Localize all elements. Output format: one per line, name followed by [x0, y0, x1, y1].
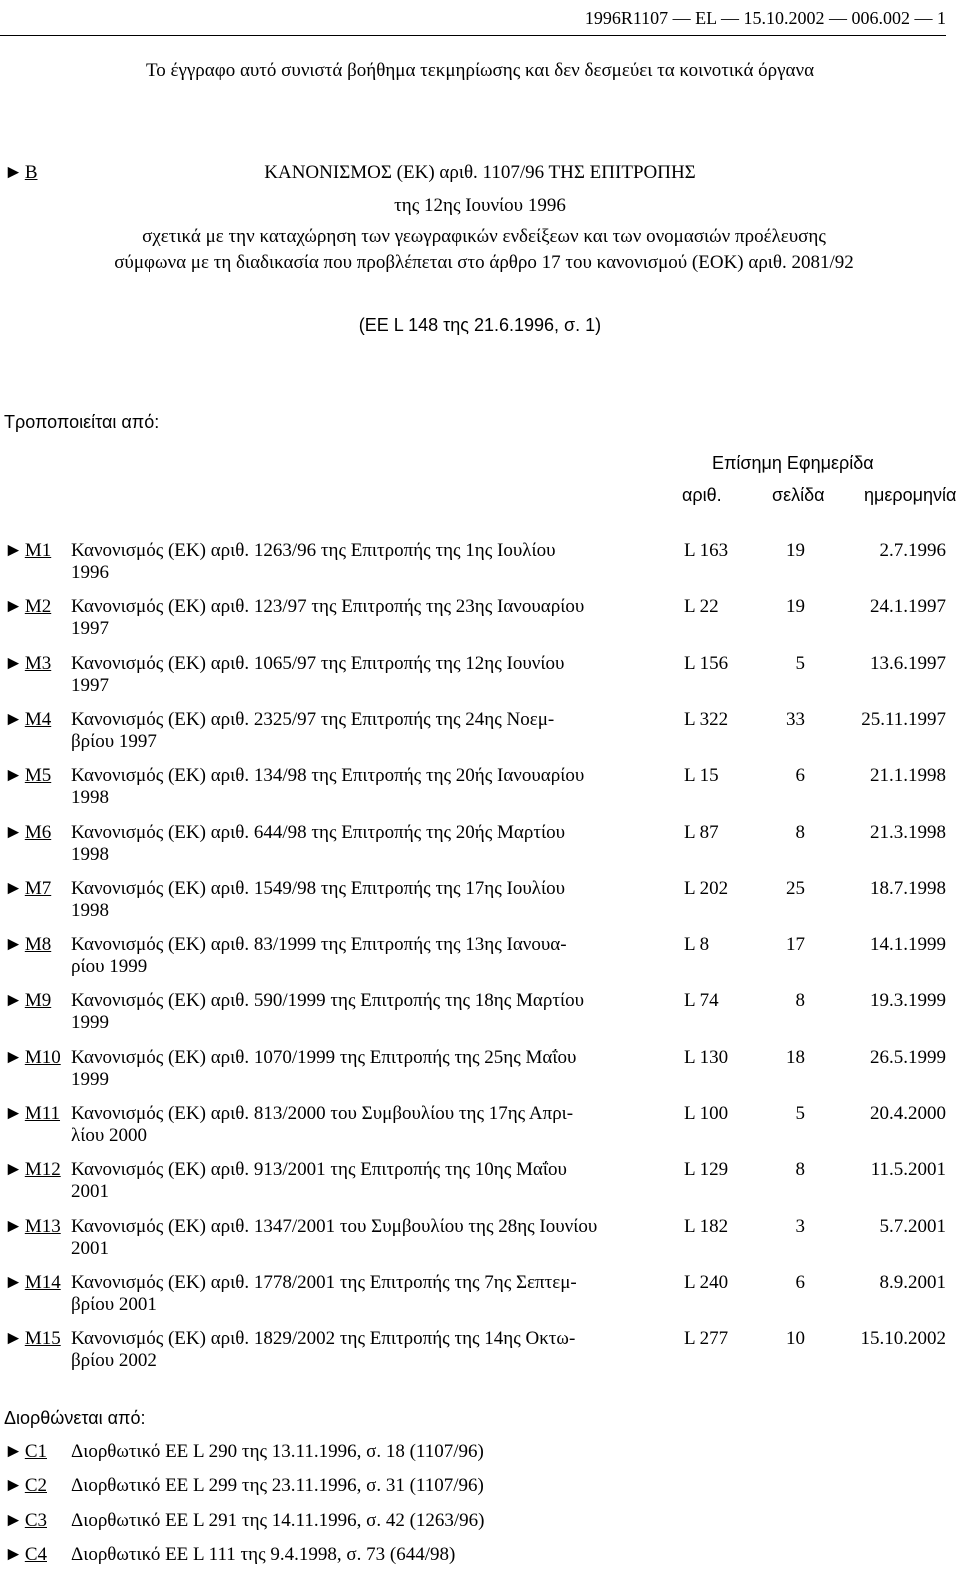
official-journal-header: Επίσημη Εφημερίδα: [712, 453, 874, 473]
amendment-description: [71, 596, 661, 640]
oj-date: 13.6.1997: [870, 653, 946, 674]
triangle-right-icon: ►: [4, 162, 23, 183]
amendment-description: [71, 1159, 661, 1203]
amendment-row: [4, 1159, 954, 1213]
description-line: Κανονισμός (ΕΚ) αριθ. 1065/97 της Επιτροπής της 12ης Ιουνίου: [71, 653, 565, 674]
marker-code: M15: [24, 1328, 61, 1349]
triangle-right-icon: ►: [4, 1510, 23, 1531]
marker-code: M4: [24, 709, 52, 730]
amendment-row: [4, 934, 954, 988]
oj-date: 18.7.1998: [870, 878, 946, 899]
oj-page: 25: [786, 878, 805, 899]
amendment-marker[interactable]: [4, 765, 51, 787]
description-line: 1998: [71, 844, 109, 865]
oj-date: 24.1.1997: [870, 596, 946, 617]
amendment-row: [4, 709, 954, 763]
amendment-row: [4, 653, 954, 707]
oj-date: 26.5.1999: [870, 1047, 946, 1068]
oj-number: L 322: [684, 709, 729, 730]
regulation-subject: [24, 224, 944, 276]
marker-code: M10: [24, 1047, 61, 1068]
amendment-row: [4, 596, 954, 650]
description-line: 1998: [71, 900, 109, 921]
amendment-description: [71, 1103, 661, 1147]
amendment-description: [71, 934, 661, 978]
oj-date: 5.7.2001: [879, 1216, 946, 1237]
triangle-right-icon: ►: [4, 934, 23, 955]
oj-date: 11.5.2001: [870, 1159, 946, 1180]
amendment-marker[interactable]: [4, 709, 51, 731]
document-reference: 1996R1107 — EL — 15.10.2002 — 006.002 — 1: [0, 8, 946, 36]
description-line: Κανονισμός (ΕΚ) αριθ. 1347/2001 του Συμβουλίου της 28ης Ιουνίου: [71, 1216, 598, 1237]
amendment-row: [4, 878, 954, 932]
oj-page: 17: [786, 934, 805, 955]
marker-code: M12: [24, 1159, 61, 1180]
description-line: Κανονισμός (ΕΚ) αριθ. 2325/97 της Επιτροπής της 24ης Νοεμ-: [71, 709, 555, 730]
amendment-description: [71, 1047, 661, 1091]
marker-code: M5: [24, 765, 52, 786]
description-line: Κανονισμός (ΕΚ) αριθ. 913/2001 της Επιτροπής της 10ης Μαΐου: [71, 1159, 567, 1180]
marker-code: M6: [24, 822, 52, 843]
amendment-row: [4, 990, 954, 1044]
amendment-marker[interactable]: [4, 1272, 61, 1294]
marker-code: M14: [24, 1272, 61, 1293]
oj-number: L 240: [684, 1272, 729, 1293]
description-line: Κανονισμός (ΕΚ) αριθ. 590/1999 της Επιτροπής της 18ης Μαρτίου: [71, 990, 584, 1011]
description-line: 1997: [71, 618, 109, 639]
oj-page: 8: [795, 822, 805, 843]
oj-number: L 163: [684, 540, 729, 561]
oj-date: 15.10.2002: [860, 1328, 946, 1349]
oj-date: 20.4.2000: [870, 1103, 946, 1124]
description-line: Κανονισμός (ΕΚ) αριθ. 1070/1999 της Επιτροπής της 25ης Μαΐου: [71, 1047, 577, 1068]
triangle-right-icon: ►: [4, 653, 23, 674]
amendment-marker[interactable]: [4, 596, 51, 618]
triangle-right-icon: ►: [4, 1159, 23, 1180]
oj-date: 14.1.1999: [870, 934, 946, 955]
amendment-description: [71, 990, 661, 1034]
marker-code: M11: [24, 1103, 61, 1124]
oj-page: 8: [795, 990, 805, 1011]
amendment-description: [71, 1272, 661, 1316]
triangle-right-icon: ►: [4, 1272, 23, 1293]
amendment-row: [4, 765, 954, 819]
oj-number: L 15: [684, 765, 719, 786]
oj-number: L 129: [684, 1159, 729, 1180]
marker-code: C4: [24, 1544, 47, 1565]
description-line: 1996: [71, 562, 109, 583]
oj-page: 19: [786, 540, 805, 561]
oj-page: 19: [786, 596, 805, 617]
oj-page: 5: [795, 653, 805, 674]
regulation-title: ΚΑΝΟΝΙΣΜΟΣ (ΕΚ) αριθ. 1107/96 ΤΗΣ ΕΠΙΤΡΟΠΗΣ: [264, 162, 696, 183]
marker-code: M1: [24, 540, 52, 561]
amendment-description: [71, 540, 661, 584]
amendment-marker[interactable]: [4, 934, 51, 956]
subject-line: σχετικά με την καταχώρηση των γεωγραφικών ενδείξεων και των ονομασιών προέλευσης: [142, 226, 826, 247]
triangle-right-icon: ►: [4, 878, 23, 899]
triangle-right-icon: ►: [4, 990, 23, 1011]
description-line: 1999: [71, 1012, 109, 1033]
marker-code: M3: [24, 653, 52, 674]
amendment-row: [4, 1216, 954, 1270]
amendment-marker[interactable]: [4, 1216, 61, 1238]
amendment-marker[interactable]: [4, 1328, 61, 1350]
triangle-right-icon: ►: [4, 822, 23, 843]
oj-page: 33: [786, 709, 805, 730]
oj-page: 3: [795, 1216, 805, 1237]
triangle-right-icon: ►: [4, 1441, 23, 1462]
corrigendum-marker[interactable]: [4, 1544, 47, 1566]
description-line: 1998: [71, 787, 109, 808]
oj-number: L 156: [684, 653, 729, 674]
amendment-row: [4, 822, 954, 876]
amendment-description: [71, 653, 661, 697]
triangle-right-icon: ►: [4, 596, 23, 617]
marker-code: M7: [24, 878, 52, 899]
triangle-right-icon: ►: [4, 765, 23, 786]
description-line: 1999: [71, 1069, 109, 1090]
amendment-description: [71, 878, 661, 922]
amendment-marker[interactable]: [4, 990, 51, 1012]
description-line: 2001: [71, 1181, 109, 1202]
oj-page: 18: [786, 1047, 805, 1068]
amendment-row: [4, 540, 954, 594]
triangle-right-icon: ►: [4, 1216, 23, 1237]
description-line: 2001: [71, 1238, 109, 1259]
amendment-row: [4, 1103, 954, 1157]
amendment-marker[interactable]: [4, 540, 51, 562]
amended-by-label: Τροποποιείται από:: [4, 412, 160, 432]
oj-number: L 22: [684, 596, 719, 617]
oj-number: L 8: [684, 934, 710, 955]
amendment-marker[interactable]: [4, 822, 51, 844]
amendment-row: [4, 1047, 954, 1101]
amendment-marker[interactable]: [4, 878, 51, 900]
description-line: Κανονισμός (ΕΚ) αριθ. 644/98 της Επιτροπής της 20ής Μαρτίου: [71, 822, 565, 843]
oj-page: 6: [795, 765, 805, 786]
oj-date: 25.11.1997: [861, 709, 946, 730]
description-line: Κανονισμός (ΕΚ) αριθ. 813/2000 του Συμβουλίου της 17ης Απρι-: [71, 1103, 574, 1124]
oj-number: L 130: [684, 1047, 729, 1068]
disclaimer: Το έγγραφο αυτό συνιστά βοήθημα τεκμηρίωσης και δεν δεσμεύει τα κοινοτικά όργανα: [145, 60, 815, 81]
oj-date: 2.7.1996: [879, 540, 946, 561]
triangle-right-icon: ►: [4, 1047, 23, 1068]
oj-date: 21.1.1998: [870, 765, 946, 786]
amendment-description: [71, 822, 661, 866]
description-line: Κανονισμός (ΕΚ) αριθ. 1829/2002 της Επιτροπής της 14ης Οκτω-: [71, 1328, 576, 1349]
regulation-source: (ΕΕ L 148 της 21.6.1996, σ. 1): [358, 315, 602, 335]
subject-line: σύμφωνα με τη διαδικασία που προβλέπεται στο άρθρο 17 του κανονισμού (ΕΟΚ) αριθ. 2081/92: [114, 252, 854, 273]
oj-date: 21.3.1998: [870, 822, 946, 843]
column-page-header: σελίδα: [772, 485, 825, 505]
oj-page: 10: [786, 1328, 805, 1349]
triangle-right-icon: ►: [4, 540, 23, 561]
description-line: Κανονισμός (ΕΚ) αριθ. 134/98 της Επιτροπής της 20ής Ιανουαρίου: [71, 765, 585, 786]
oj-page: 5: [795, 1103, 805, 1124]
marker-code: C3: [24, 1510, 47, 1531]
corrigendum-marker[interactable]: [4, 1510, 47, 1532]
amendment-description: [71, 1328, 661, 1372]
amendment-row: [4, 1328, 954, 1382]
amendment-description: [71, 709, 661, 753]
corrigendum-text: Διορθωτικό ΕΕ L 291 της 14.11.1996, σ. 42 (1263/96): [71, 1510, 485, 1531]
corrigendum-marker[interactable]: [4, 1441, 47, 1463]
triangle-right-icon: ►: [4, 1475, 23, 1496]
description-line: Κανονισμός (ΕΚ) αριθ. 1549/98 της Επιτροπής της 17ης Ιουλίου: [71, 878, 565, 899]
oj-date: 8.9.2001: [879, 1272, 946, 1293]
amendment-marker[interactable]: [4, 1159, 61, 1181]
corrected-by-label: Διορθώνεται από:: [4, 1408, 146, 1428]
oj-number: L 87: [684, 822, 719, 843]
corrigendum-marker[interactable]: [4, 1475, 47, 1497]
oj-number: L 100: [684, 1103, 729, 1124]
amendment-description: [71, 765, 661, 809]
column-date-header: ημερομηνία: [864, 485, 957, 505]
corrigendum-text: Διορθωτικό ΕΕ L 111 της 9.4.1998, σ. 73 (644/98): [71, 1544, 456, 1565]
description-line: βρίου 2002: [71, 1350, 157, 1371]
triangle-right-icon: ►: [4, 1103, 23, 1124]
amendment-marker[interactable]: [4, 1047, 61, 1069]
description-line: λίου 2000: [71, 1125, 147, 1146]
triangle-right-icon: ►: [4, 1544, 23, 1565]
oj-number: L 182: [684, 1216, 729, 1237]
marker-code: M2: [24, 596, 52, 617]
description-line: βρίου 2001: [71, 1294, 157, 1315]
triangle-right-icon: ►: [4, 709, 23, 730]
corrigendum-text: Διορθωτικό ΕΕ L 290 της 13.11.1996, σ. 18 (1107/96): [71, 1441, 484, 1462]
description-line: Κανονισμός (ΕΚ) αριθ. 1778/2001 της Επιτροπής της 7ης Σεπτεμ-: [71, 1272, 577, 1293]
corrigendum-text: Διορθωτικό ΕΕ L 299 της 23.11.1996, σ. 31 (1107/96): [71, 1475, 484, 1496]
oj-page: 6: [795, 1272, 805, 1293]
marker-code: M9: [24, 990, 52, 1011]
amendment-marker[interactable]: [4, 653, 51, 675]
description-line: Κανονισμός (ΕΚ) αριθ. 123/97 της Επιτροπής της 23ης Ιανουαρίου: [71, 596, 585, 617]
amendment-marker[interactable]: [4, 1103, 60, 1125]
triangle-right-icon: ►: [4, 1328, 23, 1349]
marker-code: C2: [24, 1475, 47, 1496]
regulation-date: της 12ης Ιουνίου 1996: [394, 195, 566, 216]
marker-code: B: [24, 162, 38, 183]
oj-number: L 277: [684, 1328, 729, 1349]
description-line: ρίου 1999: [71, 956, 148, 977]
description-line: Κανονισμός (ΕΚ) αριθ. 83/1999 της Επιτροπής της 13ης Ιανουα-: [71, 934, 567, 955]
oj-number: L 74: [684, 990, 719, 1011]
amendment-row: [4, 1272, 954, 1326]
marker-code: C1: [24, 1441, 47, 1462]
amendment-description: [71, 1216, 661, 1260]
marker-code: M13: [24, 1216, 61, 1237]
column-number-header: αριθ.: [682, 485, 722, 505]
oj-number: L 202: [684, 878, 729, 899]
description-line: Κανονισμός (ΕΚ) αριθ. 1263/96 της Επιτροπής της 1ης Ιουλίου: [71, 540, 556, 561]
description-line: 1997: [71, 675, 109, 696]
description-line: βρίου 1997: [71, 731, 157, 752]
marker-code: M8: [24, 934, 52, 955]
oj-date: 19.3.1999: [870, 990, 946, 1011]
oj-page: 8: [795, 1159, 805, 1180]
